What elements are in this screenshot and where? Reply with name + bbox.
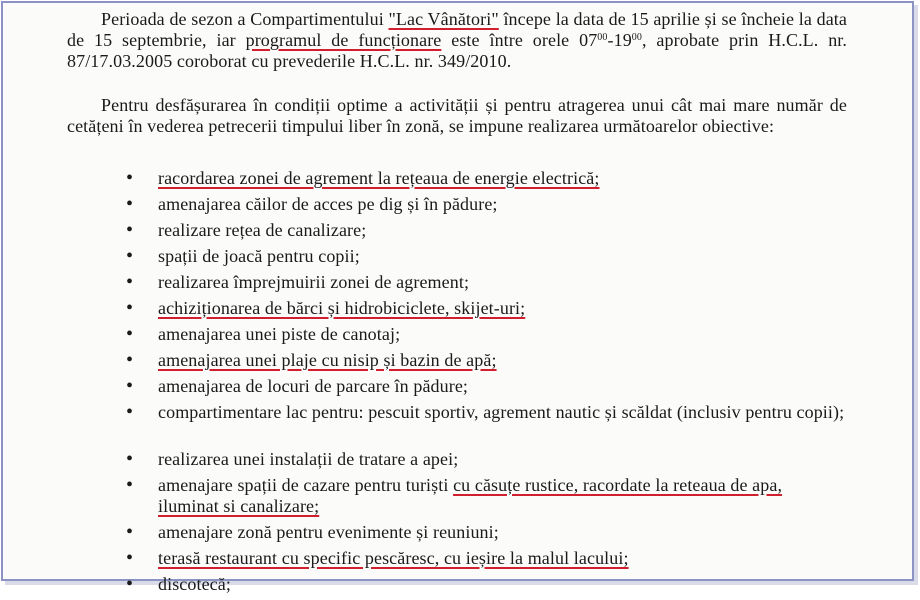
approval-text: , aprobate prin H.C.L. nr. 87/17.03.2005 coroborat cu prevederile H.C.L. nr. 349/2010. <box>67 30 848 71</box>
lodging-highlight: cu căsuțe rustice, racordate la reteaua de apa, iluminat si canalizare; <box>158 475 783 516</box>
list-item: • amenajarea de locuri de parcare în pădure; <box>3 376 845 402</box>
list-item: • amenajare zonă pentru evenimente și reuniuni; <box>3 522 845 548</box>
season-text-dates: începe la data de 15 aprilie și se încheie la data de 15 septembrie, iar <box>67 9 848 50</box>
program-highlight: programul de funcționare <box>245 30 442 50</box>
season-text-start: Perioada de sezon a Compartimentului <box>101 9 389 29</box>
document-frame <box>1 1 914 594</box>
hours-sup-start: 00 <box>597 32 608 43</box>
objectives-list <box>3 168 912 600</box>
list-item: • achiziționarea de bărci și hidrobiciclete, skijet-uri; <box>3 298 845 324</box>
objectives-intro-text: Pentru desfășurarea în condiții optime a activității și pentru atragerea unui cât mai mare număr de cetățeni în vederea petrecerii timpului liber în zonă, se impune realizarea următoarelor obiective: <box>67 95 847 136</box>
intro-paragraph-objectives <box>67 95 847 137</box>
list-item: • spații de joacă pentru copii; <box>3 246 845 272</box>
intro-paragraph-season <box>67 9 847 72</box>
list-item: • compartimentare lac pentru: pescuit sportiv, agrement nautic și scăldat (inclusiv pentru copii); <box>3 402 845 449</box>
list-item: • realizare rețea de canalizare; <box>3 220 845 246</box>
list-item: • realizarea unei instalații de tratare a apei; <box>3 449 845 475</box>
list-item: • amenajare spații de cazare pentru turiști cu căsuțe rustice, racordate la reteaua de apa, iluminat si canalizare; <box>3 475 845 522</box>
hours-sup-end: 00 <box>631 32 642 43</box>
hours-text: este între orele 07 <box>441 30 598 50</box>
list-item: • terasă restaurant cu specific pescăresc, cu ieșire la malul lacului; <box>3 548 845 574</box>
list-item: • amenajarea unei piste de canotaj; <box>3 324 845 350</box>
list-item: • realizarea împrejmuirii zonei de agrement; <box>3 272 845 298</box>
list-item: • discotecă; <box>3 574 845 600</box>
list-item: • racordarea zonei de agrement la rețeaua de energie electrică; <box>3 168 845 194</box>
document-page <box>3 3 912 594</box>
list-item: • amenajarea unei plaje cu nisip și bazin de apă; <box>3 350 845 376</box>
hours-text-end: -19 <box>607 30 632 50</box>
list-item: • amenajarea căilor de acces pe dig și în pădure; <box>3 194 845 220</box>
lake-name-highlight: "Lac Vânători" <box>388 9 499 29</box>
